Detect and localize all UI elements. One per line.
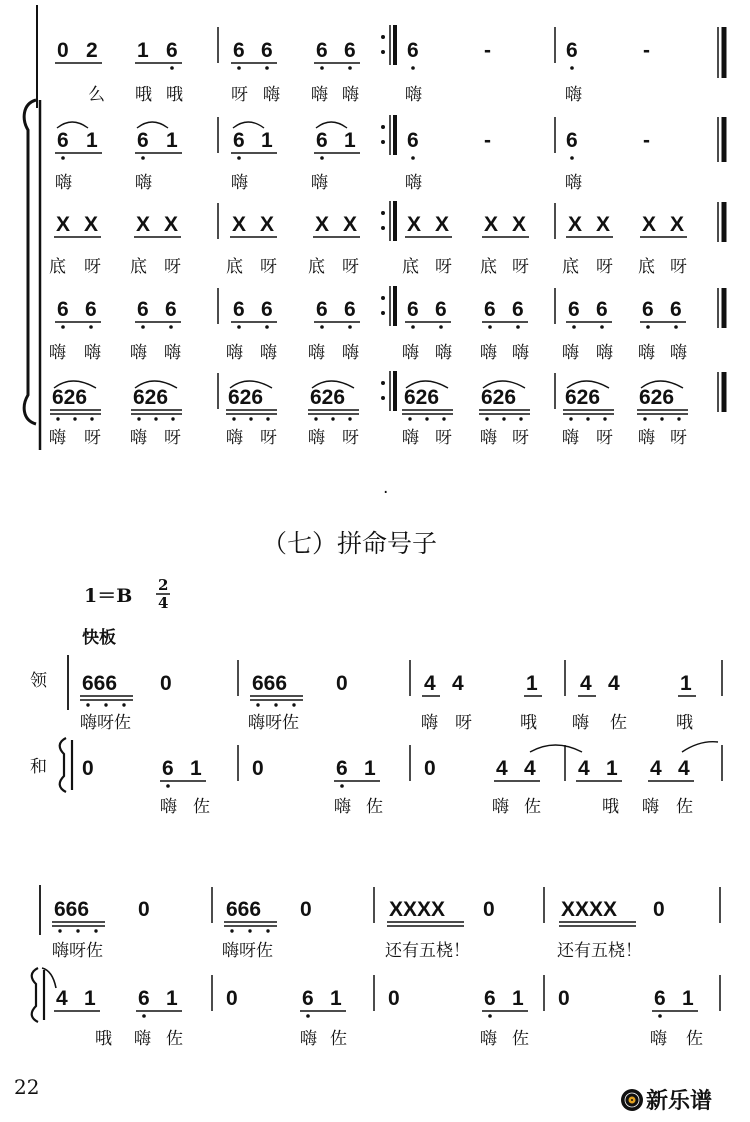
note: 666 bbox=[226, 898, 262, 921]
note: X bbox=[343, 213, 358, 236]
lyric: 底 bbox=[49, 257, 66, 277]
lyric: 哦 bbox=[520, 713, 537, 733]
lyric: 佐 bbox=[166, 1029, 183, 1049]
note: 6 bbox=[138, 987, 150, 1010]
note: 626 bbox=[565, 386, 601, 409]
note: X bbox=[512, 213, 527, 236]
note: 1 bbox=[526, 672, 538, 695]
note: 6 bbox=[344, 298, 356, 321]
lyric: 呀 bbox=[231, 85, 248, 105]
lyric: 嗨 bbox=[402, 343, 419, 363]
note: 6 bbox=[642, 298, 654, 321]
lyric: 哦 bbox=[135, 85, 152, 105]
lyric: 底 bbox=[130, 257, 147, 277]
lyric: 佐 bbox=[676, 797, 693, 817]
lyric: 佐 bbox=[366, 797, 383, 817]
note: 1 bbox=[344, 129, 356, 152]
note: 626 bbox=[310, 386, 346, 409]
lyric: 嗨 bbox=[480, 1029, 497, 1049]
lyric: 呀 bbox=[84, 428, 101, 448]
lyric: 佐 bbox=[330, 1029, 347, 1049]
triplet-group bbox=[479, 381, 530, 421]
note: X bbox=[260, 213, 275, 236]
lyric: 嗨 bbox=[492, 797, 509, 817]
lyric: 嗨 bbox=[650, 1029, 667, 1049]
lyric: 哦 bbox=[166, 85, 183, 105]
lyric: 嗨 bbox=[231, 173, 248, 193]
note: 1 bbox=[682, 987, 694, 1010]
lyric: 嗨 bbox=[311, 85, 328, 105]
note: X bbox=[164, 213, 179, 236]
note: 0 bbox=[226, 987, 238, 1010]
note: 0 bbox=[57, 39, 69, 62]
note: 6 bbox=[407, 298, 419, 321]
note: 1 bbox=[166, 129, 178, 152]
note: 6 bbox=[316, 298, 328, 321]
lyric: 嗨 bbox=[572, 713, 589, 733]
lyric: 呀 bbox=[164, 428, 181, 448]
lyric: 呀 bbox=[84, 257, 101, 277]
tempo-marking: 快板 bbox=[82, 628, 116, 648]
note: 6 bbox=[407, 39, 419, 62]
note: 1 bbox=[606, 757, 618, 780]
note: 6 bbox=[316, 39, 328, 62]
note: 626 bbox=[228, 386, 264, 409]
note: 4 bbox=[578, 757, 590, 780]
lyric: 嗨 bbox=[226, 428, 243, 448]
note: X bbox=[84, 213, 99, 236]
note: 6 bbox=[336, 757, 348, 780]
note: 6 bbox=[596, 298, 608, 321]
lyric: 嗨 bbox=[135, 173, 152, 193]
lyric: 嗨 bbox=[342, 343, 359, 363]
note: 6 bbox=[484, 987, 496, 1010]
note: 6 bbox=[165, 298, 177, 321]
note: X bbox=[484, 213, 499, 236]
lyric: 呀 bbox=[670, 428, 687, 448]
lyric: 呀 bbox=[435, 428, 452, 448]
lyric: 么 bbox=[88, 85, 105, 105]
lyric: 底 bbox=[638, 257, 655, 277]
top-row-5 bbox=[49, 381, 688, 448]
lyric: 还有五桡！ bbox=[385, 941, 470, 961]
lyric: 嗨 bbox=[160, 797, 177, 817]
note: 6 bbox=[316, 129, 328, 152]
time-sig-bottom: 4 bbox=[158, 594, 169, 612]
note: 1 bbox=[166, 987, 178, 1010]
note: 6 bbox=[233, 39, 245, 62]
note: 626 bbox=[639, 386, 675, 409]
note: 0 bbox=[336, 672, 348, 695]
note: 6 bbox=[568, 298, 580, 321]
lyric: 嗨 bbox=[260, 343, 277, 363]
note: 0 bbox=[300, 898, 312, 921]
triplet-group bbox=[563, 381, 614, 421]
page-number: 22 bbox=[14, 1075, 40, 1099]
tie bbox=[530, 745, 582, 752]
lyric: 嗨 bbox=[480, 343, 497, 363]
note: 626 bbox=[52, 386, 88, 409]
note: X bbox=[232, 213, 247, 236]
note: 6 bbox=[85, 298, 97, 321]
note: 626 bbox=[133, 386, 169, 409]
note: X bbox=[642, 213, 657, 236]
lyric: 哦 bbox=[676, 713, 693, 733]
note: 4 bbox=[424, 672, 436, 695]
note: 0 bbox=[82, 757, 94, 780]
note: 0 bbox=[252, 757, 264, 780]
lyric: 呀 bbox=[512, 257, 529, 277]
lyric: 佐 bbox=[686, 1029, 703, 1049]
lyric: 嗨 bbox=[84, 343, 101, 363]
note: 4 bbox=[650, 757, 662, 780]
lyric: 还有五桡！ bbox=[557, 941, 642, 961]
note: 1 bbox=[137, 39, 149, 62]
note: X bbox=[568, 213, 583, 236]
note: 2 bbox=[86, 39, 98, 62]
note: 4 bbox=[56, 987, 68, 1010]
note: 6 bbox=[233, 129, 245, 152]
lyric: 佐 bbox=[512, 1029, 529, 1049]
note: X bbox=[670, 213, 685, 236]
note: 6 bbox=[670, 298, 682, 321]
note: 1 bbox=[680, 672, 692, 695]
lyric: 哦 bbox=[602, 797, 619, 817]
lyric: 佐 bbox=[524, 797, 541, 817]
lyric: 底 bbox=[480, 257, 497, 277]
lyric: 嗨 bbox=[596, 343, 613, 363]
note: - bbox=[643, 129, 650, 152]
note: 6 bbox=[166, 39, 178, 62]
lyric: 嗨 bbox=[308, 428, 325, 448]
part-label-lead: 领 bbox=[30, 671, 47, 691]
lyric: 嗨 bbox=[512, 343, 529, 363]
note: 4 bbox=[452, 672, 464, 695]
note: 666 bbox=[252, 672, 288, 695]
top-row-2 bbox=[55, 122, 650, 193]
lyric: 嗨 bbox=[480, 428, 497, 448]
lyric: 佐 bbox=[193, 797, 210, 817]
note: 0 bbox=[138, 898, 150, 921]
note: 6 bbox=[233, 298, 245, 321]
note: 6 bbox=[137, 129, 149, 152]
lyric: 嗨 bbox=[565, 173, 582, 193]
lyric: 嗨 bbox=[638, 343, 655, 363]
note: 4 bbox=[524, 757, 536, 780]
lyric: 嗨 bbox=[130, 428, 147, 448]
repeat-signs bbox=[381, 25, 395, 411]
note: X bbox=[407, 213, 422, 236]
note: 626 bbox=[481, 386, 517, 409]
time-sig-top: 2 bbox=[158, 576, 169, 594]
note: 6 bbox=[261, 39, 273, 62]
note: 6 bbox=[302, 987, 314, 1010]
note: 6 bbox=[162, 757, 174, 780]
lyric: 嗨呀佐 bbox=[248, 713, 299, 733]
note: X bbox=[315, 213, 330, 236]
chorus-brace bbox=[60, 738, 66, 792]
note: 666 bbox=[54, 898, 90, 921]
final-barlines bbox=[718, 27, 724, 412]
note: 0 bbox=[424, 757, 436, 780]
lyric: 呀 bbox=[455, 713, 472, 733]
lyric: 嗨 bbox=[308, 343, 325, 363]
triplet-group bbox=[308, 381, 359, 421]
note: X bbox=[56, 213, 71, 236]
note: 4 bbox=[580, 672, 592, 695]
note: 6 bbox=[407, 129, 419, 152]
lyric: 嗨 bbox=[134, 1029, 151, 1049]
note: - bbox=[643, 39, 650, 62]
lyric: 嗨 bbox=[565, 85, 582, 105]
lyric: 哦 bbox=[95, 1029, 112, 1049]
lyric: 嗨 bbox=[49, 428, 66, 448]
lyric: 嗨呀佐 bbox=[80, 713, 131, 733]
note: 6 bbox=[57, 298, 69, 321]
triplet-group bbox=[637, 381, 688, 421]
top-row-4 bbox=[49, 298, 687, 363]
note: 6 bbox=[435, 298, 447, 321]
note: X bbox=[596, 213, 611, 236]
system-1 bbox=[30, 655, 722, 817]
note: 1 bbox=[190, 757, 202, 780]
song-title: （七）拼命号子 bbox=[262, 529, 438, 558]
lyric: 呀 bbox=[596, 428, 613, 448]
lyric: 底 bbox=[308, 257, 325, 277]
lyric: 嗨 bbox=[638, 428, 655, 448]
triplet-group bbox=[402, 381, 453, 421]
lyric: 嗨 bbox=[263, 85, 280, 105]
triplet-group bbox=[131, 381, 182, 421]
lyric: 底 bbox=[562, 257, 579, 277]
lyric: 呀 bbox=[670, 257, 687, 277]
time-signature bbox=[156, 576, 170, 612]
note: 4 bbox=[608, 672, 620, 695]
note: 1 bbox=[364, 757, 376, 780]
lyric: 呀 bbox=[260, 257, 277, 277]
stray-mark: · bbox=[383, 483, 389, 503]
system-2 bbox=[32, 885, 720, 1049]
note: XXXX bbox=[389, 898, 446, 921]
note: 626 bbox=[404, 386, 440, 409]
lyric: 嗨 bbox=[300, 1029, 317, 1049]
top-row-3 bbox=[49, 213, 687, 277]
brand-name: 新乐谱 bbox=[646, 1089, 713, 1114]
note: 1 bbox=[86, 129, 98, 152]
lyric: 嗨 bbox=[130, 343, 147, 363]
lyric: 嗨 bbox=[435, 343, 452, 363]
note: 6 bbox=[344, 39, 356, 62]
note: 0 bbox=[388, 987, 400, 1010]
lyric: 嗨 bbox=[49, 343, 66, 363]
note: 6 bbox=[137, 298, 149, 321]
lyric: 嗨呀佐 bbox=[222, 941, 273, 961]
note: 1 bbox=[512, 987, 524, 1010]
part-label-chorus: 和 bbox=[30, 757, 47, 777]
note: 6 bbox=[484, 298, 496, 321]
lyric: 嗨 bbox=[342, 85, 359, 105]
lyric: 佐 bbox=[610, 713, 627, 733]
triplet-group bbox=[226, 381, 277, 421]
lyric: 嗨 bbox=[334, 797, 351, 817]
chorus-brace bbox=[32, 968, 38, 1022]
lyric: 嗨 bbox=[421, 713, 438, 733]
note: 6 bbox=[261, 298, 273, 321]
lyric: 嗨 bbox=[55, 173, 72, 193]
note: 6 bbox=[57, 129, 69, 152]
note: 6 bbox=[654, 987, 666, 1010]
note: X bbox=[136, 213, 151, 236]
lyric: 呀 bbox=[342, 428, 359, 448]
lyric: 底 bbox=[226, 257, 243, 277]
lyric: 嗨 bbox=[311, 173, 328, 193]
note: 0 bbox=[558, 987, 570, 1010]
note: 6 bbox=[566, 129, 578, 152]
lyric: 呀 bbox=[596, 257, 613, 277]
note: 1 bbox=[84, 987, 96, 1010]
lyric: 嗨 bbox=[226, 343, 243, 363]
key-signature: 1＝B bbox=[84, 585, 133, 607]
brand-logo[interactable] bbox=[621, 1088, 712, 1114]
lyric: 底 bbox=[402, 257, 419, 277]
tie bbox=[682, 742, 718, 752]
vinyl-record-icon bbox=[621, 1089, 643, 1111]
note: - bbox=[484, 129, 491, 152]
note: 0 bbox=[653, 898, 665, 921]
lyric: 嗨 bbox=[164, 343, 181, 363]
note: XXXX bbox=[561, 898, 618, 921]
note: 1 bbox=[330, 987, 342, 1010]
lyric: 呀 bbox=[435, 257, 452, 277]
lyric: 嗨 bbox=[642, 797, 659, 817]
note: 0 bbox=[160, 672, 172, 695]
note: 4 bbox=[678, 757, 690, 780]
top-score-section bbox=[24, 5, 724, 450]
lyric: 呀 bbox=[342, 257, 359, 277]
note: 0 bbox=[483, 898, 495, 921]
note: 6 bbox=[566, 39, 578, 62]
note: X bbox=[435, 213, 450, 236]
lyric: 嗨 bbox=[562, 343, 579, 363]
triplet-group bbox=[50, 381, 101, 421]
note: 666 bbox=[82, 672, 118, 695]
lyric: 嗨 bbox=[405, 85, 422, 105]
lyric: 呀 bbox=[260, 428, 277, 448]
lyric: 嗨 bbox=[405, 173, 422, 193]
lyric: 呀 bbox=[164, 257, 181, 277]
lyric: 嗨 bbox=[402, 428, 419, 448]
note: - bbox=[484, 39, 491, 62]
system-brace bbox=[24, 100, 36, 424]
top-row-1 bbox=[55, 39, 650, 105]
lyric: 嗨 bbox=[670, 343, 687, 363]
note: 6 bbox=[512, 298, 524, 321]
lyric: 嗨呀佐 bbox=[52, 941, 103, 961]
note: 1 bbox=[261, 129, 273, 152]
lyric: 嗨 bbox=[562, 428, 579, 448]
note: 4 bbox=[496, 757, 508, 780]
lyric: 呀 bbox=[512, 428, 529, 448]
